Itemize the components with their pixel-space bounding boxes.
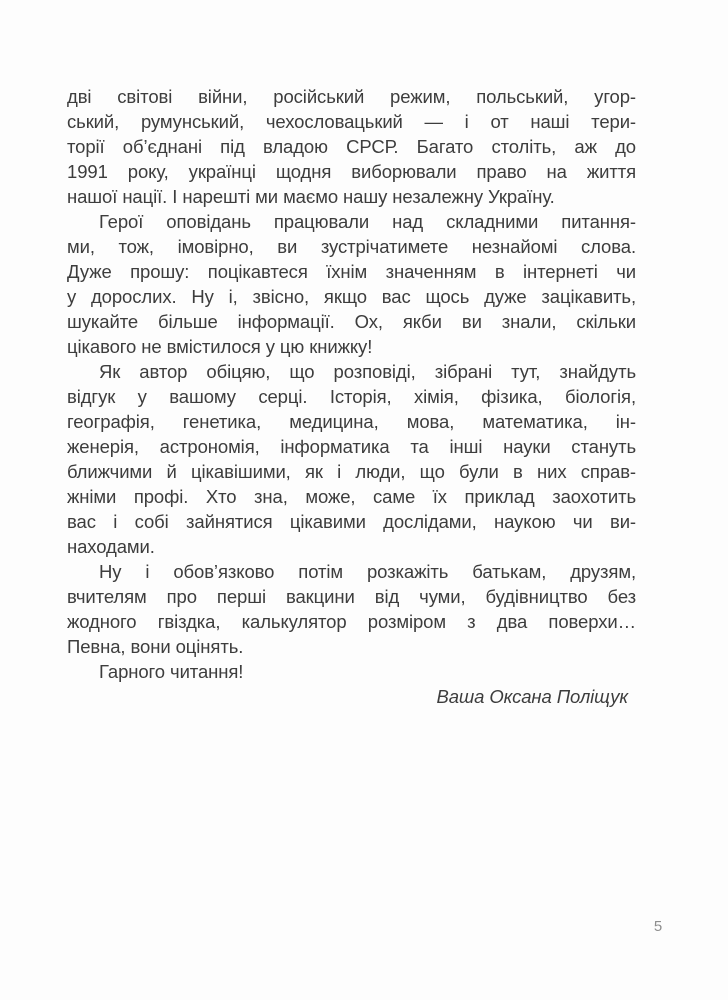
author-signature: [67, 684, 636, 709]
text-line: вчителям про перші вакцини від чуми, будівництво без: [67, 586, 636, 607]
text-line: ближчими й цікавішими, як і люди, що були в них справ-: [67, 461, 636, 482]
text-line: вас і собі зайнятися цікавими дослідами, наукою чи ви-: [67, 511, 636, 532]
text-line: ми, тож, імовірно, ви зустрічатимете незнайомі слова.: [67, 236, 636, 257]
text-line: Як автор обіцяю, що розповіді, зібрані тут, знайдуть: [99, 361, 636, 382]
text-line: ський, румунський, чехословацький — і от наші тери-: [67, 111, 636, 132]
text-line: жодного гвіздка, калькулятор розміром з два поверхи…: [67, 611, 636, 632]
text-line: находами.: [67, 536, 155, 557]
text-line: Герої оповідань працювали над складними питання-: [99, 211, 636, 232]
text-line: дві світові війни, російський режим, польський, угор-: [67, 86, 636, 107]
paragraph-1: [67, 84, 636, 209]
text-line: торії об’єднані під владою СРСР. Багато століть, аж до: [67, 136, 636, 157]
text-line: Гарного читання!: [99, 661, 244, 682]
text-line: Дуже прошу: поцікавтеся їхнім значенням в інтернеті чи: [67, 261, 636, 282]
text-line: географія, генетика, медицина, мова, математика, ін-: [67, 411, 636, 432]
text-line: женерія, астрономія, інформатика та інші науки стануть: [67, 436, 636, 457]
paragraph-5: [67, 659, 636, 684]
text-line: Ну і обов’язково потім розкажіть батькам, друзям,: [99, 561, 636, 582]
text-line: Певна, вони оцінять.: [67, 636, 244, 657]
text-line: відгук у вашому серці. Історія, хімія, фізика, біологія,: [67, 386, 636, 407]
text-line: у дорослих. Ну і, звісно, якщо вас щось дуже зацікавить,: [67, 286, 636, 307]
text-line: жніми профі. Хто зна, може, саме їх приклад заохотить: [67, 486, 636, 507]
page-number: 5: [653, 918, 663, 935]
paragraph-3: [67, 359, 636, 559]
paragraph-4: [67, 559, 636, 659]
text-line: 1991 року, українці щодня виборювали право на життя: [67, 161, 636, 182]
paragraph-2: [67, 209, 636, 359]
text-line: нашої нації. І нарешті ми маємо нашу незалежну Україну.: [67, 186, 555, 207]
body-text: [67, 84, 636, 709]
text-line: шукайте більше інформації. Ох, якби ви знали, скільки: [67, 311, 636, 332]
text-line: цікавого не вмістилося у цю книжку!: [67, 336, 373, 357]
text-line: Ваша Оксана Поліщук: [436, 686, 628, 707]
